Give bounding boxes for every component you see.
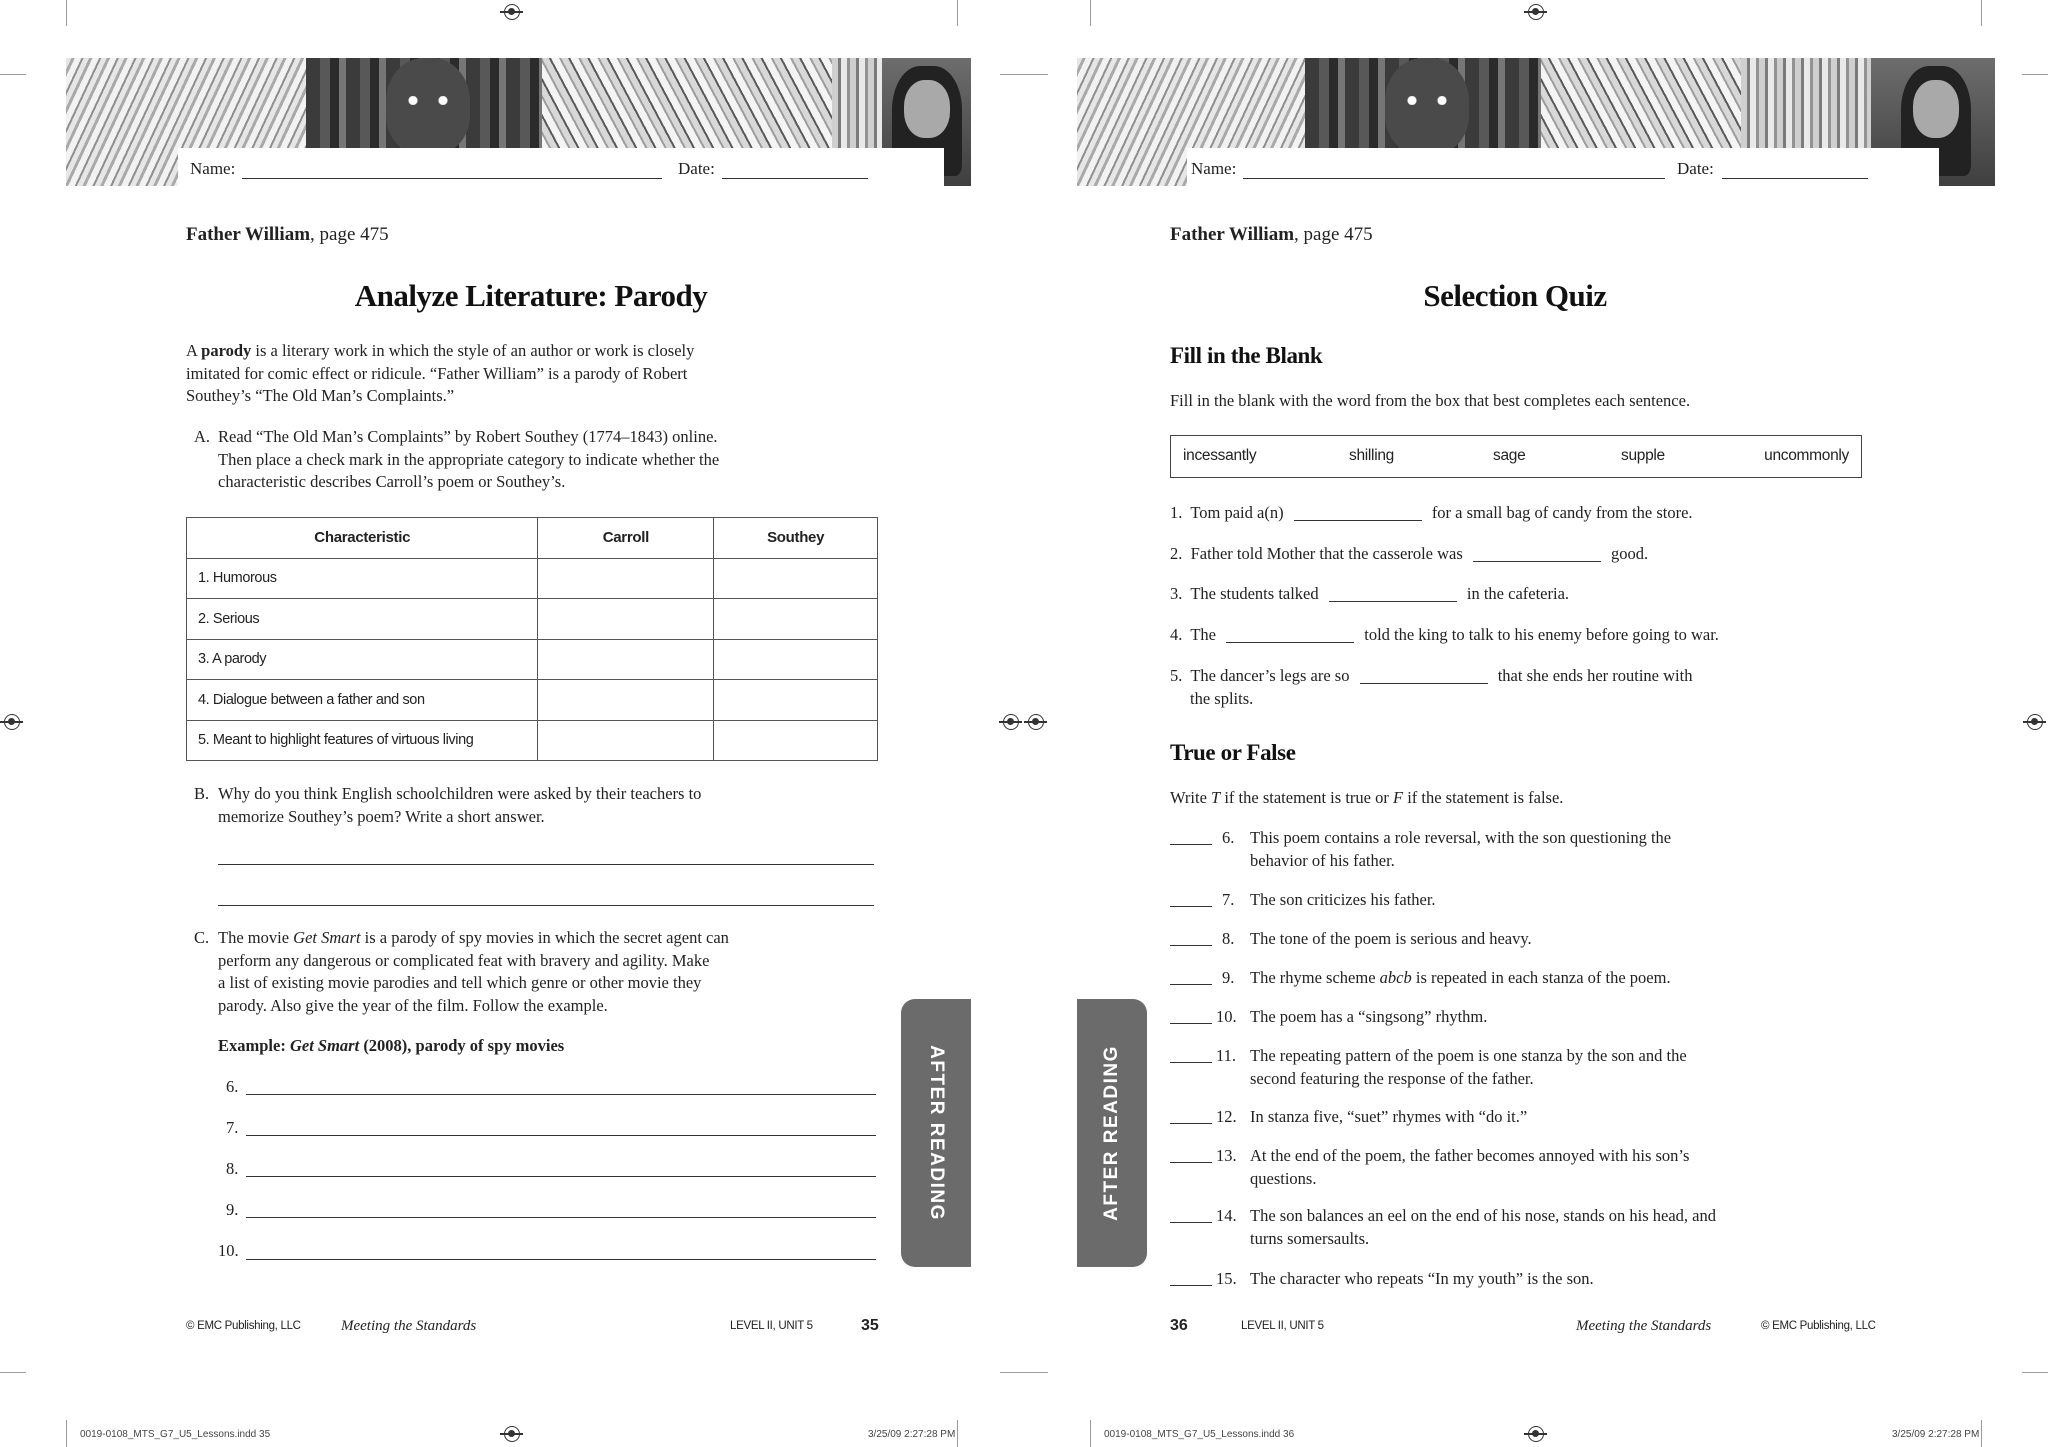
crop-mark bbox=[1981, 0, 1982, 26]
registration-mark-icon bbox=[1003, 714, 1019, 730]
item-text: At the end of the poem, the father becomes annoyed with his son’s bbox=[1250, 1146, 1690, 1165]
instruction-line: Why do you think English schoolchildren were asked by their teachers to bbox=[218, 784, 702, 803]
tf-item bbox=[1170, 889, 1770, 912]
crop-mark bbox=[66, 0, 67, 26]
name-date-strip bbox=[178, 148, 944, 186]
instruction-line: perform any dangerous or complicated feat with bravery and agility. Make bbox=[218, 950, 710, 970]
instruction-line: Read “The Old Man’s Complaints” by Robert Southey (1774–1843) online. bbox=[218, 427, 718, 446]
word-bank-word: incessantly bbox=[1183, 447, 1257, 464]
southey-check-cell[interactable] bbox=[714, 558, 878, 599]
footer-series: Meeting the Standards bbox=[341, 1318, 477, 1334]
blank-line[interactable] bbox=[1473, 546, 1601, 562]
instruction-line: Then place a check mark in the appropriate category to indicate whether the bbox=[218, 449, 720, 469]
instruction-line: parody. Also give the year of the film. Follow the example. bbox=[218, 995, 608, 1015]
registration-mark-icon bbox=[504, 4, 520, 20]
crop-mark bbox=[1024, 74, 1048, 75]
date-slug: 3/25/09 2:27:28 PM bbox=[868, 1429, 956, 1440]
answer-blank[interactable] bbox=[1170, 1222, 1212, 1223]
table-header-row bbox=[187, 518, 878, 559]
item-text: behavior of his father. bbox=[1250, 850, 1395, 870]
intro-text: Southey’s “The Old Man’s Complaints.” bbox=[186, 386, 455, 405]
footer-level: LEVEL II, UNIT 5 bbox=[730, 1320, 813, 1332]
fill-item bbox=[1170, 624, 1810, 647]
tf-item bbox=[1170, 1106, 1770, 1129]
footer-level: LEVEL II, UNIT 5 bbox=[1241, 1320, 1324, 1332]
item-text: questions. bbox=[1250, 1168, 1317, 1188]
source-reference bbox=[1170, 224, 1373, 246]
crop-mark bbox=[2022, 1372, 2048, 1373]
southey-check-cell[interactable] bbox=[714, 720, 878, 761]
movie-title: Get Smart bbox=[293, 928, 361, 947]
source-page: , page 475 bbox=[310, 224, 389, 245]
answer-number: 8. bbox=[226, 1159, 239, 1178]
crop-mark bbox=[1981, 1420, 1982, 1447]
item-text: that she ends her routine with bbox=[1497, 666, 1693, 685]
instruction-line: memorize Southey’s poem? Write a short answer. bbox=[218, 806, 545, 826]
item-number: 4. bbox=[1170, 625, 1183, 644]
tf-item bbox=[1170, 1145, 1770, 1190]
blank-line[interactable] bbox=[1360, 668, 1488, 684]
item-number: 9. bbox=[1222, 968, 1235, 987]
column-header: Characteristic bbox=[187, 518, 538, 559]
answer-number: 10. bbox=[218, 1241, 239, 1260]
intro-text: is a literary work in which the style of an author or work is closely bbox=[251, 341, 695, 360]
item-text: The dancer’s legs are so bbox=[1190, 666, 1350, 685]
item-text: second featuring the response of the father. bbox=[1250, 1068, 1534, 1088]
answer-blank[interactable] bbox=[1170, 1285, 1212, 1286]
item-text: The son criticizes his father. bbox=[1250, 890, 1436, 909]
intro-text: A bbox=[186, 341, 202, 360]
table-row bbox=[187, 720, 878, 761]
part-label: B. bbox=[194, 784, 210, 803]
item-text: The repeating pattern of the poem is one stanza by the son and the bbox=[1250, 1046, 1687, 1065]
tf-item bbox=[1170, 1268, 1770, 1291]
answer-number: 6. bbox=[226, 1077, 239, 1096]
crop-mark bbox=[0, 1372, 26, 1373]
name-label: Name: bbox=[1191, 159, 1237, 178]
answer-line[interactable] bbox=[246, 1176, 876, 1177]
answer-number: 7. bbox=[226, 1118, 239, 1137]
after-reading-tab bbox=[1077, 999, 1147, 1267]
answer-blank[interactable] bbox=[1170, 984, 1212, 985]
answer-blank[interactable] bbox=[1170, 1123, 1212, 1124]
instruction-text: if the statement is false. bbox=[1403, 788, 1564, 807]
instruction-text: F bbox=[1392, 788, 1404, 807]
intro-text: imitated for comic effect or ridicule. “Father William” is a parody of Robert bbox=[186, 363, 688, 383]
word-bank-word: sage bbox=[1493, 447, 1526, 464]
tf-item bbox=[1170, 967, 1770, 990]
crop-mark bbox=[957, 1420, 958, 1447]
item-text: is repeated in each stanza of the poem. bbox=[1411, 968, 1671, 987]
date-field[interactable] bbox=[722, 178, 868, 179]
fill-item bbox=[1170, 543, 1810, 566]
side-tab-label: AFTER READING bbox=[926, 1045, 947, 1221]
southey-check-cell[interactable] bbox=[714, 639, 878, 680]
item-text: for a small bag of candy from the store. bbox=[1431, 503, 1693, 522]
page-title: Analyze Literature: Parody bbox=[354, 278, 708, 313]
date-field[interactable] bbox=[1722, 178, 1868, 179]
source-reference bbox=[186, 224, 389, 246]
column-header: Southey bbox=[714, 518, 878, 559]
crop-mark bbox=[66, 1420, 67, 1447]
carroll-check-cell[interactable] bbox=[538, 639, 714, 680]
answer-line[interactable] bbox=[218, 905, 874, 906]
crop-mark bbox=[1000, 1372, 1024, 1373]
registration-mark-icon bbox=[1528, 1426, 1544, 1442]
fill-item bbox=[1170, 502, 1810, 525]
side-tab-label: AFTER READING bbox=[1101, 1045, 1122, 1221]
source-page: , page 475 bbox=[1294, 224, 1373, 245]
name-date-strip bbox=[1187, 148, 1939, 186]
item-text: good. bbox=[1611, 544, 1649, 563]
tf-instructions bbox=[1170, 787, 1930, 810]
item-text: in the cafeteria. bbox=[1466, 584, 1570, 603]
answer-line[interactable] bbox=[246, 1259, 876, 1260]
answer-line[interactable] bbox=[246, 1135, 876, 1136]
fill-in-blank-heading: Fill in the Blank bbox=[1170, 343, 1323, 368]
answer-line[interactable] bbox=[246, 1217, 876, 1218]
item-number: 8. bbox=[1222, 929, 1235, 948]
blank-line[interactable] bbox=[1329, 586, 1457, 602]
instruction-text: T bbox=[1211, 788, 1221, 807]
part-a-instructions bbox=[194, 426, 754, 494]
part-label: A. bbox=[194, 427, 211, 446]
crop-mark bbox=[1090, 0, 1091, 26]
item-text: turns somersaults. bbox=[1250, 1228, 1370, 1248]
registration-mark-icon bbox=[1528, 4, 1544, 20]
item-text: The bbox=[1190, 625, 1216, 644]
word-bank-word: shilling bbox=[1349, 447, 1394, 464]
footer-series: Meeting the Standards bbox=[1576, 1318, 1712, 1334]
item-text: The tone of the poem is serious and heavy. bbox=[1250, 929, 1532, 948]
tf-item bbox=[1170, 1006, 1770, 1029]
answer-line[interactable] bbox=[218, 864, 874, 865]
item-number: 1. bbox=[1170, 503, 1183, 522]
footer-copyright: © EMC Publishing, LLC bbox=[1761, 1320, 1876, 1332]
table-row bbox=[187, 680, 878, 721]
item-number: 6. bbox=[1222, 828, 1235, 847]
item-text: In stanza five, “suet” rhymes with “do it.” bbox=[1250, 1107, 1528, 1126]
file-slug: 0019-0108_MTS_G7_U5_Lessons.indd 36 bbox=[1104, 1429, 1295, 1440]
tf-item bbox=[1170, 928, 1770, 951]
instruction-text: is a parody of spy movies in which the secret agent can bbox=[360, 928, 729, 947]
crop-mark bbox=[2022, 74, 2048, 75]
item-number: 3. bbox=[1170, 584, 1183, 603]
date-label: Date: bbox=[1677, 159, 1714, 178]
carroll-check-cell[interactable] bbox=[538, 680, 714, 721]
source-title: Father William bbox=[186, 224, 311, 245]
page-title: Selection Quiz bbox=[1423, 278, 1607, 313]
fill-instructions: Fill in the blank with the word from the box that best completes each sentence. bbox=[1170, 391, 1691, 410]
table-row bbox=[187, 599, 878, 640]
word-bank-box bbox=[1170, 435, 1862, 478]
crop-mark bbox=[1000, 74, 1024, 75]
item-number: 12. bbox=[1216, 1107, 1237, 1126]
tf-item bbox=[1170, 1205, 1770, 1250]
part-label: C. bbox=[194, 928, 210, 947]
name-label: Name: bbox=[190, 159, 236, 178]
name-field[interactable] bbox=[242, 178, 662, 179]
item-number: 13. bbox=[1216, 1146, 1237, 1165]
characteristic-cell: 4. Dialogue between a father and son bbox=[187, 680, 538, 721]
item-text: abcb bbox=[1379, 968, 1412, 987]
instruction-line: a list of existing movie parodies and tell which genre or other movie they bbox=[218, 973, 702, 992]
example-line bbox=[218, 1035, 564, 1058]
answer-line[interactable] bbox=[246, 1094, 876, 1095]
fill-item bbox=[1170, 665, 1810, 710]
true-false-heading: True or False bbox=[1170, 740, 1296, 765]
file-slug: 0019-0108_MTS_G7_U5_Lessons.indd 35 bbox=[80, 1429, 271, 1440]
item-number: 5. bbox=[1170, 666, 1183, 685]
item-text: Father told Mother that the casserole was bbox=[1190, 544, 1463, 563]
table-row bbox=[187, 639, 878, 680]
registration-mark-icon bbox=[504, 1426, 520, 1442]
registration-mark-icon bbox=[1028, 714, 1044, 730]
southey-check-cell[interactable] bbox=[714, 599, 878, 640]
blank-line[interactable] bbox=[1226, 627, 1354, 643]
item-text: told the king to talk to his enemy before going to war. bbox=[1364, 625, 1719, 644]
after-reading-tab bbox=[901, 999, 971, 1267]
registration-mark-icon bbox=[4, 714, 20, 730]
example-label: Example: bbox=[218, 1036, 290, 1055]
answer-blank[interactable] bbox=[1170, 1062, 1212, 1063]
header-banner bbox=[66, 58, 971, 186]
item-number: 14. bbox=[1216, 1206, 1237, 1225]
characteristic-cell: 2. Serious bbox=[187, 599, 538, 640]
item-text: the splits. bbox=[1190, 688, 1254, 708]
characteristic-table bbox=[186, 517, 878, 761]
carroll-check-cell[interactable] bbox=[538, 720, 714, 761]
item-number: 7. bbox=[1222, 890, 1235, 909]
intro-term: parody bbox=[201, 341, 252, 360]
crop-mark bbox=[957, 0, 958, 26]
name-field[interactable] bbox=[1243, 178, 1665, 179]
footer-copyright: © EMC Publishing, LLC bbox=[186, 1320, 301, 1332]
characteristic-cell: 3. A parody bbox=[187, 639, 538, 680]
southey-check-cell[interactable] bbox=[714, 680, 878, 721]
item-number: 10. bbox=[1216, 1007, 1237, 1026]
blank-line[interactable] bbox=[1294, 505, 1422, 521]
column-header: Carroll bbox=[538, 518, 714, 559]
instruction-text: The movie bbox=[218, 928, 294, 947]
item-number: 15. bbox=[1216, 1269, 1237, 1288]
word-bank-word: supple bbox=[1621, 447, 1665, 464]
item-text: This poem contains a role reversal, with the son questioning the bbox=[1250, 828, 1672, 847]
word-bank-word: uncommonly bbox=[1764, 447, 1849, 464]
part-c-instructions bbox=[194, 927, 754, 1017]
instruction-line: characteristic describes Carroll’s poem or Southey’s. bbox=[218, 472, 566, 491]
item-number: 11. bbox=[1216, 1046, 1237, 1065]
intro-paragraph bbox=[186, 340, 746, 408]
table-row bbox=[187, 558, 878, 599]
item-text: The character who repeats “In my youth” is the son. bbox=[1250, 1269, 1594, 1288]
fill-item bbox=[1170, 583, 1810, 606]
characteristic-cell: 1. Humorous bbox=[187, 558, 538, 599]
instruction-text: if the statement is true or bbox=[1220, 788, 1393, 807]
header-banner bbox=[1077, 58, 1995, 186]
item-text: The rhyme scheme bbox=[1250, 968, 1380, 987]
page-number: 35 bbox=[861, 1317, 879, 1334]
example-text: (2008), parody of spy movies bbox=[359, 1036, 565, 1055]
carroll-check-cell[interactable] bbox=[538, 558, 714, 599]
registration-mark-icon bbox=[2027, 714, 2043, 730]
tf-item bbox=[1170, 827, 1770, 872]
answer-blank[interactable] bbox=[1170, 844, 1212, 845]
tf-item bbox=[1170, 1045, 1770, 1090]
page-number: 36 bbox=[1170, 1317, 1188, 1334]
part-b-instructions bbox=[194, 783, 754, 828]
crop-mark bbox=[1090, 1420, 1091, 1447]
answer-blank[interactable] bbox=[1170, 1023, 1212, 1024]
example-title: Get Smart bbox=[289, 1036, 360, 1055]
item-number: 2. bbox=[1170, 544, 1183, 563]
characteristic-cell: 5. Meant to highlight features of virtuous living bbox=[187, 720, 538, 761]
crop-mark bbox=[1024, 1372, 1048, 1373]
item-text: The son balances an eel on the end of his nose, stands on his head, and bbox=[1250, 1206, 1717, 1225]
carroll-check-cell[interactable] bbox=[538, 599, 714, 640]
source-title: Father William bbox=[1170, 224, 1295, 245]
item-text: Tom paid a(n) bbox=[1190, 503, 1284, 522]
answer-number: 9. bbox=[226, 1200, 239, 1219]
crop-mark bbox=[0, 74, 26, 75]
date-label: Date: bbox=[678, 159, 715, 178]
answer-blank[interactable] bbox=[1170, 1162, 1212, 1163]
item-text: The poem has a “singsong” rhythm. bbox=[1250, 1007, 1488, 1026]
instruction-text: Write bbox=[1170, 788, 1212, 807]
answer-blank[interactable] bbox=[1170, 945, 1212, 946]
answer-blank[interactable] bbox=[1170, 906, 1212, 907]
date-slug: 3/25/09 2:27:28 PM bbox=[1892, 1429, 1980, 1440]
worksheet-page-36 bbox=[1024, 0, 2048, 1447]
item-text: The students talked bbox=[1190, 584, 1319, 603]
